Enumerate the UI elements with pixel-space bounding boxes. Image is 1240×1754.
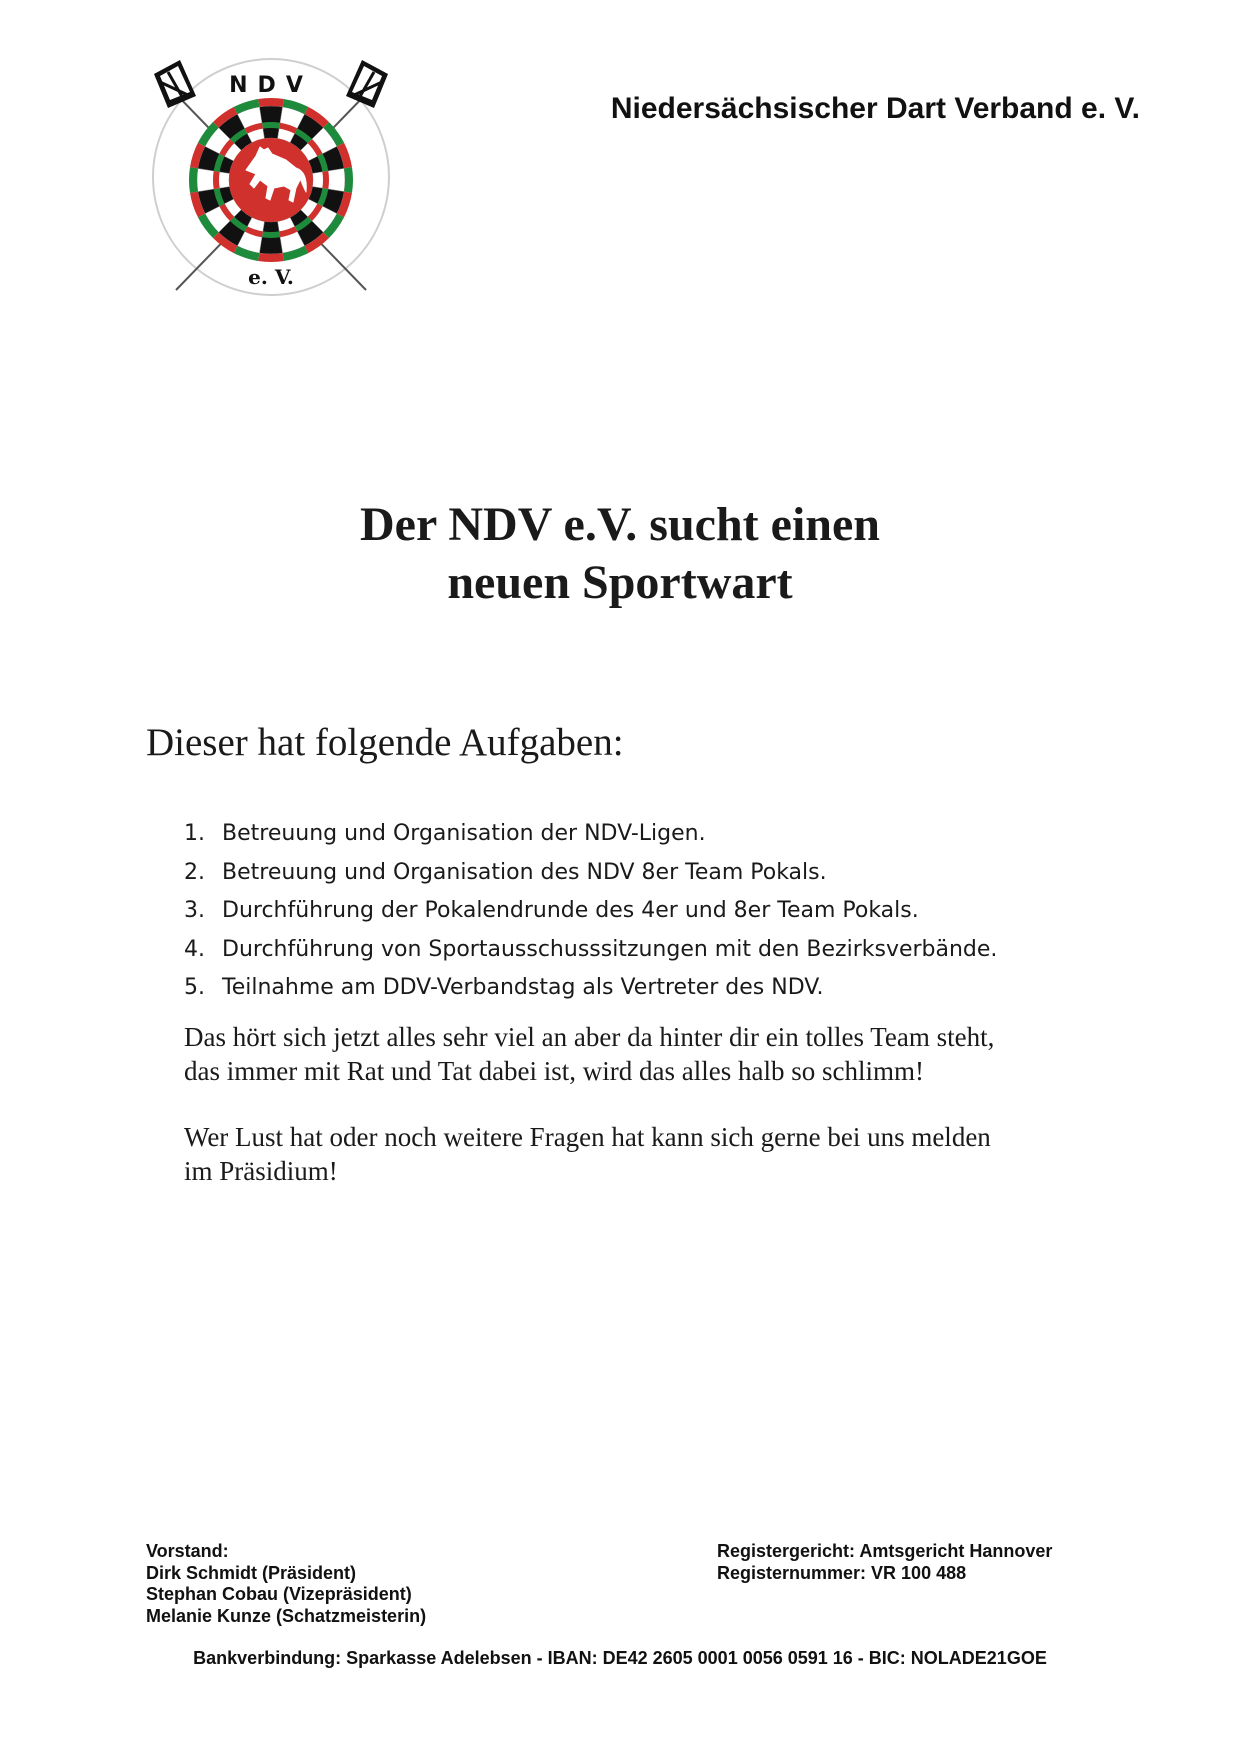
list-item-number: 4.: [184, 936, 205, 962]
bank-details: Bankverbindung: Sparkasse Adelebsen - IBAN: DE42 2605 0001 0056 0591 16 - BIC: NOLADE21GOE: [193, 1648, 1047, 1668]
list-item-text: Durchführung der Pokalendrunde des 4er und 8er Team Pokals.: [222, 898, 919, 923]
tasks-intro: Dieser hat folgende Aufgaben:: [146, 721, 624, 764]
paragraph-line: Wer Lust hat oder noch weitere Fragen hat kann sich gerne bei uns melden: [184, 1122, 991, 1152]
board-label: Vorstand:: [146, 1541, 229, 1561]
board-triple-ring: [262, 231, 280, 238]
logo-top-text: NDV: [229, 73, 313, 98]
list-item: [184, 892, 997, 931]
board-member: Stephan Cobau (Vizepräsident): [146, 1584, 412, 1604]
board-triple-ring: [213, 171, 220, 189]
board-double-ring: [344, 167, 353, 193]
list-item-text: Betreuung und Organisation des NDV 8er Team Pokals.: [222, 859, 827, 885]
paragraph-line: das immer mit Rat und Tat dabei ist, wird das alles halb so schlimm!: [184, 1056, 924, 1086]
list-item-number: 3.: [184, 898, 205, 923]
paragraph-contact: [184, 1120, 1084, 1188]
paragraph-line: Das hört sich jetzt alles sehr viel an aber da hinter dir ein tolles Team steht,: [184, 1022, 995, 1052]
logo-bottom-text: e. V.: [248, 265, 294, 289]
board-double-ring: [189, 167, 198, 193]
organization-name: Niedersächsischer Dart Verband e. V.: [610, 92, 1140, 125]
paragraph-line: im Präsidium!: [184, 1156, 338, 1186]
list-item-number: 5.: [184, 975, 205, 1000]
footer-board: [146, 1541, 426, 1627]
list-item: [184, 969, 997, 1008]
board-double-ring: [258, 253, 284, 262]
list-item-number: 2.: [184, 859, 205, 885]
list-item-number: 1.: [184, 821, 205, 846]
list-item-text: Teilnahme am DDV-Verbandstag als Vertreter des NDV.: [222, 975, 824, 1000]
page-title: [0, 496, 1240, 612]
list-item: [184, 815, 997, 854]
list-item: [184, 854, 997, 893]
dart-flight-right: [346, 60, 388, 108]
list-item-text: Durchführung von Sportausschusssitzungen mit den Bezirksverbände.: [222, 936, 998, 962]
title-line-1: Der NDV e.V. sucht einen: [359, 498, 880, 551]
board-double-ring: [258, 98, 284, 107]
register-court: Registergericht: Amtsgericht Hannover: [717, 1541, 1053, 1561]
ndv-logo: [146, 52, 396, 302]
board-member: Melanie Kunze (Schatzmeisterin): [146, 1605, 427, 1626]
footer-register: [717, 1541, 1052, 1584]
list-item-text: Betreuung und Organisation der NDV-Ligen.: [222, 821, 706, 846]
list-item: [184, 931, 997, 970]
dart-flight-left: [154, 60, 196, 108]
dartboard-logo-icon: [146, 52, 396, 302]
board-triple-ring: [262, 122, 280, 129]
paragraph-team: [184, 1020, 1084, 1088]
title-line-2: neuen Sportwart: [447, 556, 793, 609]
register-number: Registernummer: VR 100 488: [717, 1562, 967, 1583]
board-triple-ring: [322, 171, 329, 189]
task-list: [184, 815, 997, 1008]
board-member: Dirk Schmidt (Präsident): [146, 1562, 357, 1583]
